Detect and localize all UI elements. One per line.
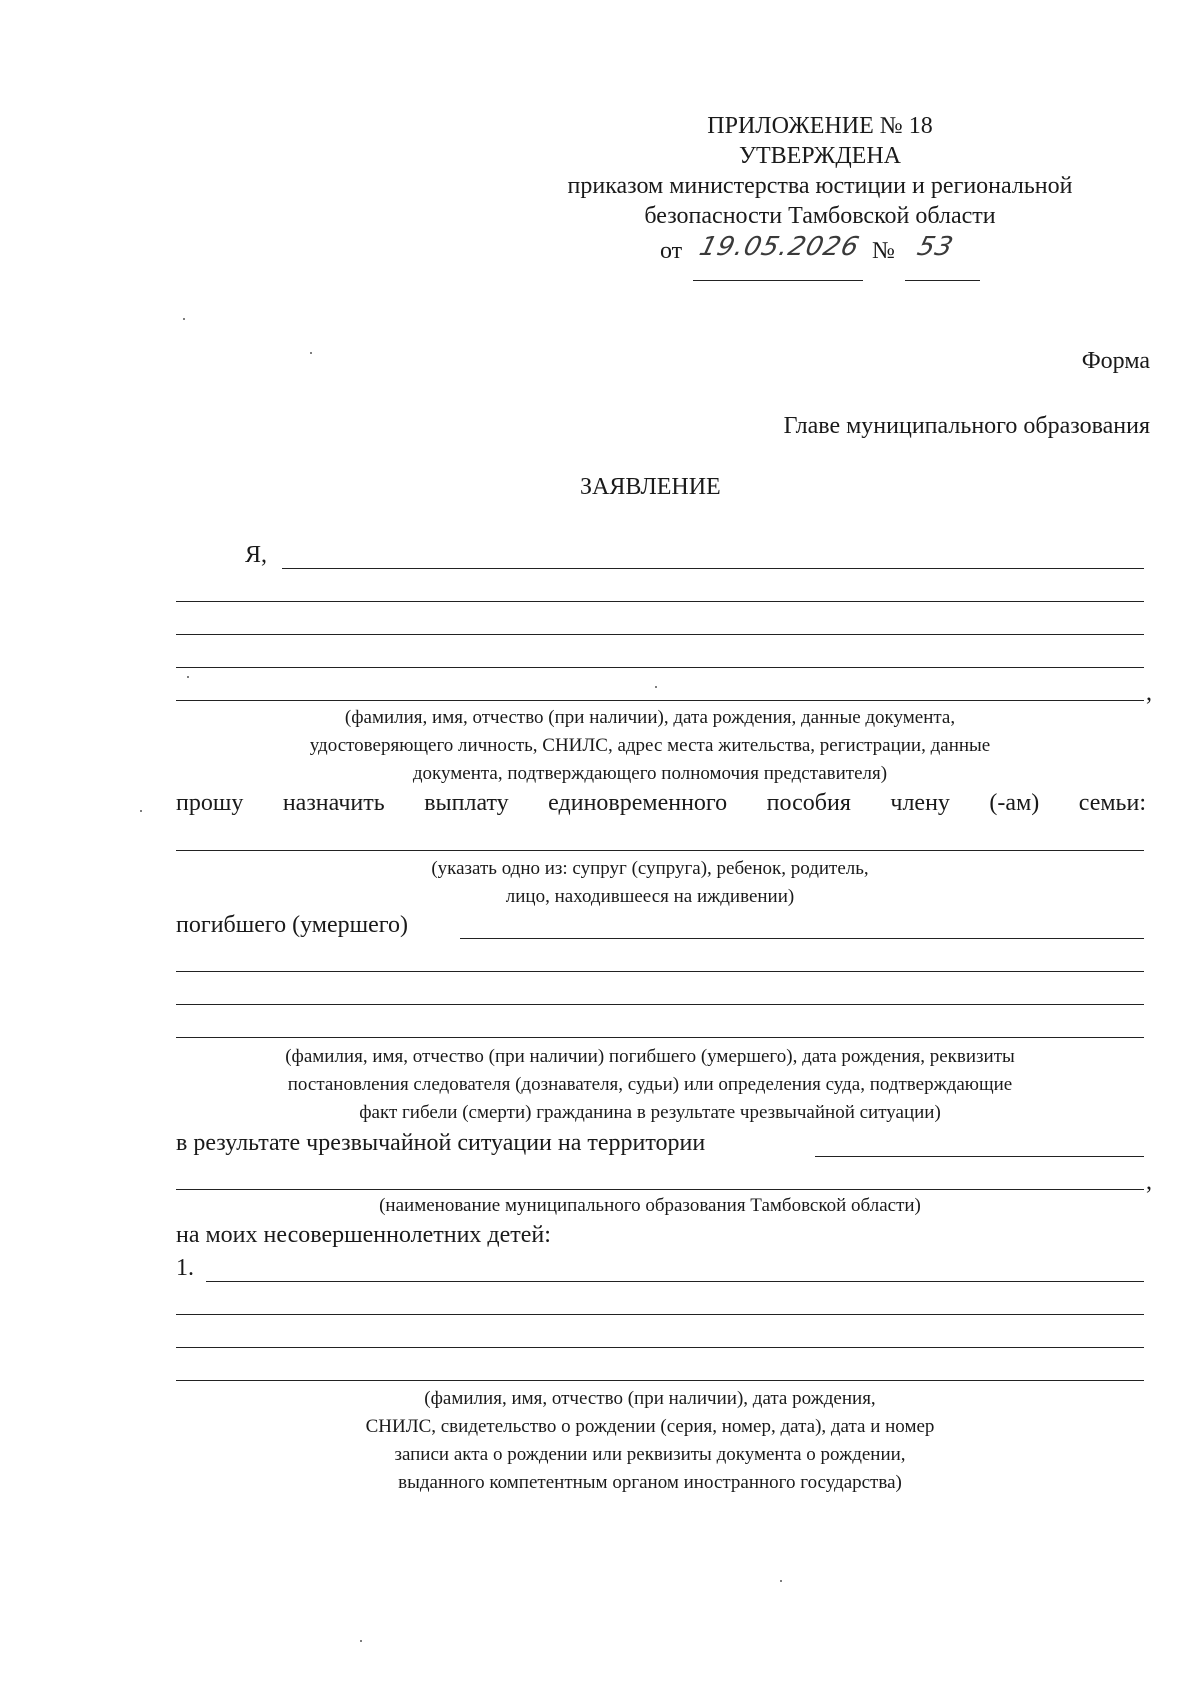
caption-deceased-2: постановления следователя (дознавателя, судьи) или определения суда, подтверждающие <box>287 1074 1013 1095</box>
form-label: Форма <box>1081 348 1150 374</box>
deceased-field-line-3[interactable] <box>176 1004 1144 1005</box>
scan-speck <box>187 676 189 678</box>
scan-speck <box>140 810 142 812</box>
document-title: ЗАЯВЛЕНИЕ <box>580 474 721 500</box>
order-line-1: приказом министерства юстиции и региональной <box>567 173 1073 199</box>
children-field-line-3[interactable] <box>176 1347 1144 1348</box>
caption-children-2: СНИЛС, свидетельство о рождении (серия, номер, дата), дата и номер <box>365 1416 935 1437</box>
caption-deceased-3: факт гибели (смерти) гражданина в результате чрезвычайной ситуации) <box>359 1102 941 1123</box>
handwritten-date: 19.05.2026 <box>696 232 863 262</box>
request-line: прошу назначить выплату единовременного пособия члену (-ам) семьи: <box>176 790 1146 816</box>
applicant-field-line-1[interactable] <box>282 568 1144 569</box>
children-field-line-2[interactable] <box>176 1314 1144 1315</box>
applicant-comma: , <box>1146 680 1152 706</box>
family-field-line[interactable] <box>176 850 1144 851</box>
scan-speck <box>780 1580 782 1582</box>
caption-applicant-1: (фамилия, имя, отчество (при наличии), дата рождения, данные документа, <box>344 707 956 728</box>
children-field-line-1[interactable] <box>206 1281 1144 1282</box>
applicant-field-line-2[interactable] <box>176 601 1144 602</box>
caption-family-1: (указать одно из: супруг (супруга), ребенок, родитель, <box>431 858 869 879</box>
scan-speck <box>655 686 657 688</box>
handwritten-number: 53 <box>914 232 957 262</box>
date-prefix: от <box>660 238 683 264</box>
territory-field-line-2[interactable] <box>176 1189 1144 1190</box>
number-prefix: № <box>872 238 895 264</box>
appendix-number: ПРИЛОЖЕНИЕ № 18 <box>707 113 933 139</box>
scan-speck <box>310 352 312 354</box>
caption-children-1: (фамилия, имя, отчество (при наличии), дата рождения, <box>424 1388 876 1409</box>
applicant-prefix: Я, <box>245 542 268 568</box>
children-line: на моих несовершеннолетних детей: <box>176 1222 551 1248</box>
caption-territory: (наименование муниципального образования Тамбовской области) <box>379 1195 921 1216</box>
deceased-prefix: погибшего (умершего) <box>176 912 409 938</box>
territory-field-line-1[interactable] <box>815 1156 1144 1157</box>
applicant-field-line-3[interactable] <box>176 634 1144 635</box>
territory-prefix: в результате чрезвычайной ситуации на территории <box>176 1130 706 1156</box>
applicant-field-line-4[interactable] <box>176 667 1144 668</box>
order-line-2: безопасности Тамбовской области <box>644 203 996 229</box>
children-field-line-4[interactable] <box>176 1380 1144 1381</box>
deceased-field-line-1[interactable] <box>460 938 1144 939</box>
addressee: Главе муниципального образования <box>783 413 1150 439</box>
caption-applicant-2: удостоверяющего личность, СНИЛС, адрес места жительства, регистрации, данные <box>309 735 991 756</box>
deceased-field-line-2[interactable] <box>176 971 1144 972</box>
caption-family-2: лицо, находившееся на иждивении) <box>505 886 795 907</box>
approved-label: УТВЕРЖДЕНА <box>738 143 902 169</box>
number-underline <box>905 280 980 281</box>
caption-children-4: выданного компетентным органом иностранного государства) <box>398 1472 902 1493</box>
child-number: 1. <box>176 1255 194 1281</box>
territory-comma: , <box>1146 1169 1152 1195</box>
caption-children-3: записи акта о рождении или реквизиты документа о рождении, <box>394 1444 906 1465</box>
scan-speck <box>183 318 185 320</box>
applicant-field-line-5[interactable] <box>176 700 1144 701</box>
scan-speck <box>360 1640 362 1642</box>
deceased-field-line-4[interactable] <box>176 1037 1144 1038</box>
caption-applicant-3: документа, подтверждающего полномочия представителя) <box>412 763 888 784</box>
caption-deceased-1: (фамилия, имя, отчество (при наличии) погибшего (умершего), дата рождения, реквизиты <box>285 1046 1015 1067</box>
date-underline <box>693 280 863 281</box>
